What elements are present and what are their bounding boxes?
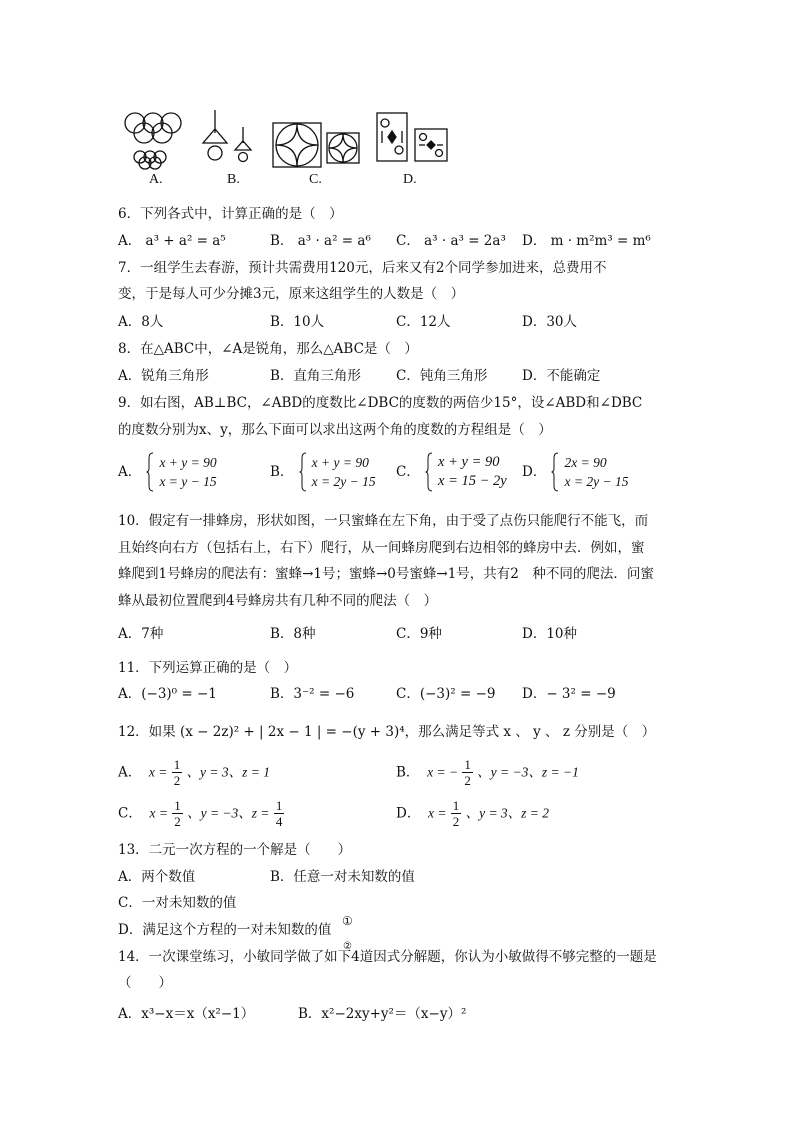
q8-option-d: D．不能确定 (522, 368, 601, 384)
q9-option-c (396, 452, 507, 492)
q13-option-a: A．两个数值 (118, 869, 196, 885)
figure-option-b: B. (227, 172, 240, 187)
question-10-line4: 蜂从最初位置爬到4号蜂房共有几种不同的爬法（ ） (118, 593, 438, 609)
q9-d-eq1: 2x = 90 (564, 455, 607, 470)
q9-b-eq1: x + y = 90 (311, 455, 369, 470)
question-6-stem: 6．下列各式中，计算正确的是（ ） (118, 206, 343, 222)
figure-option-a: A. (149, 172, 163, 187)
q7-option-d: D．30人 (522, 314, 578, 330)
q9-a-eq1: x + y = 90 (159, 455, 217, 470)
q12-d-fraction: $\frac{1}{2}$ (452, 798, 460, 829)
q10-option-c: C．9种 (396, 626, 442, 642)
question-10-line3: 蜂爬到1号蜂房的爬法有：蜜蜂→1号；蜜蜂→0号蜜蜂→1号，共有2 种不同的爬法．问蜜 (118, 566, 654, 582)
q9-a-eq2: x = y − 15 (159, 474, 217, 489)
q11-option-a: A．(−3)⁰ = −1 (118, 686, 217, 702)
q6-option-d: D． m · m²m³ = m⁶ (522, 233, 651, 249)
olympic-rings-figure (125, 113, 181, 169)
q9-c-eq2: x = 15 − 2y (438, 473, 507, 489)
q8-option-c: C．钝角三角形 (396, 368, 488, 384)
q12-a-fraction: $\frac{1}{2}$ (173, 757, 181, 788)
q6-option-c: C． a³ · a³ = 2a³ (396, 233, 506, 249)
figure-option-d: D. (403, 172, 417, 187)
q6-option-b: B． a³ · a² = a⁶ (270, 233, 371, 249)
q7-option-b: B．10人 (270, 314, 325, 330)
q12-b-fraction: $\frac{1}{2}$ (464, 757, 471, 788)
q7-option-a: A．8人 (118, 314, 164, 330)
left-brace-icon (299, 452, 307, 492)
q9-option-b (270, 452, 376, 492)
q9-b-eq2: x = 2y − 15 (311, 474, 376, 489)
question-12-stem: 12．如果 (x − 2z)² + | 2x − 1 | = −(y + 3)⁴，那么满足等式 x 、 y 、 z 分别是（ ） (118, 724, 656, 740)
q12-c-fraction-z: $\frac{1}{4}$ (275, 798, 283, 829)
q12-c-fraction-x: $\frac{1}{2}$ (174, 798, 181, 829)
figure-options-svg (115, 105, 455, 170)
q9-option-d (522, 452, 628, 492)
q9-option-d-label: D． (522, 464, 547, 480)
q9-option-a-label: A． (118, 464, 142, 480)
q9-d-eq2: x = 2y − 15 (564, 474, 629, 489)
card-figure (377, 113, 447, 161)
q12-option-c: C． x = $\frac{1}{2}$ 、y = −3、z = $\frac{1}{4}$ (118, 798, 283, 829)
question-14-line1: 14．一次课堂练习，小敏同学做了如下4道因式分解题，你认为小敏做得不够完整的一题是 (118, 949, 657, 965)
q10-option-d: D．10种 (522, 626, 578, 642)
q12-option-d: D． x = $\frac{1}{2}$ 、y = 3、z = 2 (396, 798, 550, 829)
q14-option-a: A．x³−x＝x（x²−1） (118, 1006, 255, 1022)
q9-c-eq1: x + y = 90 (438, 454, 500, 470)
question-7-stem-line1: 7．一组学生去春游，预计共需费用120元，后来又有2个同学参加进来，总费用不 (118, 260, 607, 276)
question-14-line2: （ ） (118, 975, 172, 991)
q11-option-c: C．(−3)² = −9 (396, 686, 496, 702)
q10-option-a: A．7种 (118, 626, 164, 642)
footnote-mark-2: ② (343, 941, 352, 952)
question-10-line1: 10．假定有一排蜂房，形状如图，一只蜜蜂在左下角，由于受了点伤只能爬行不能飞，而 (118, 513, 649, 529)
q12-b-label: B． (396, 764, 420, 781)
q13-option-b: B．任意一对未知数的值 (270, 869, 415, 885)
q12-a-label: A． (118, 764, 142, 781)
q12-d-label: D． (396, 805, 421, 822)
q14-option-b: B．x²−2xy+y²＝（x−y）² (298, 1006, 467, 1022)
q9-option-b-label: B． (270, 464, 294, 480)
question-9-stem-line1: 9．如右图，AB⊥BC，∠ABD的度数比∠DBC的度数的两倍少15°，设∠ABD和∠DBC (118, 395, 643, 411)
question-13-stem: 13．二元一次方程的一个解是（ ） (118, 842, 352, 858)
q6-option-a: A． a³ + a² = a⁵ (118, 233, 226, 249)
left-brace-icon (146, 452, 154, 492)
q8-option-a: A．锐角三角形 (118, 368, 209, 384)
q12-a-rest: 、y = 3、z = 1 (186, 764, 270, 780)
figure-option-c: C. (309, 172, 322, 187)
q7-option-c: C．12人 (396, 314, 451, 330)
question-9-stem-line2: 的度数分别为x、y，那么下面可以求出这两个角的度数的方程组是（ ） (118, 422, 552, 438)
q8-option-b: B．直角三角形 (270, 368, 361, 384)
question-10-line2: 且始终向右方（包括右上，右下）爬行，从一间蜂房爬到右边相邻的蜂房中去．例如，蜜 (118, 540, 645, 556)
q13-option-d: D．满足这个方程的一对未知数的值 (118, 922, 332, 938)
q12-option-b: B． x = − $\frac{1}{2}$ 、y = −3、z = −1 (396, 757, 579, 788)
q12-c-label: C． (118, 805, 142, 822)
q9-option-a (118, 452, 217, 492)
q12-c-mid: 、y = −3、z = (187, 805, 270, 821)
left-brace-icon (425, 452, 433, 492)
question-7-stem-line2: 变，于是每人可少分摊3元，原来这组学生的人数是（ ） (118, 286, 465, 302)
footnote-mark-1: ① (342, 914, 353, 928)
q9-option-c-label: C． (396, 464, 420, 480)
q12-b-rest: 、y = −3、z = −1 (477, 764, 579, 780)
q11-option-b: B．3⁻² = −6 (270, 686, 355, 702)
lamp-figure (203, 110, 251, 162)
square-circle-figure (273, 123, 359, 167)
left-brace-icon (551, 452, 559, 492)
question-11-stem: 11．下列运算正确的是（ ） (118, 660, 298, 676)
q10-option-b: B．8种 (270, 626, 316, 642)
q13-option-c: C．一对未知数的值 (118, 895, 237, 911)
q12-option-a: A． x = $\frac{1}{2}$ 、y = 3、z = 1 (118, 757, 270, 788)
q12-d-rest: 、y = 3、z = 2 (465, 805, 550, 821)
question-8-stem: 8．在△ABC中，∠A是锐角，那么△ABC是（ ） (118, 341, 418, 357)
q11-option-d: D．− 3² = −9 (522, 686, 616, 702)
